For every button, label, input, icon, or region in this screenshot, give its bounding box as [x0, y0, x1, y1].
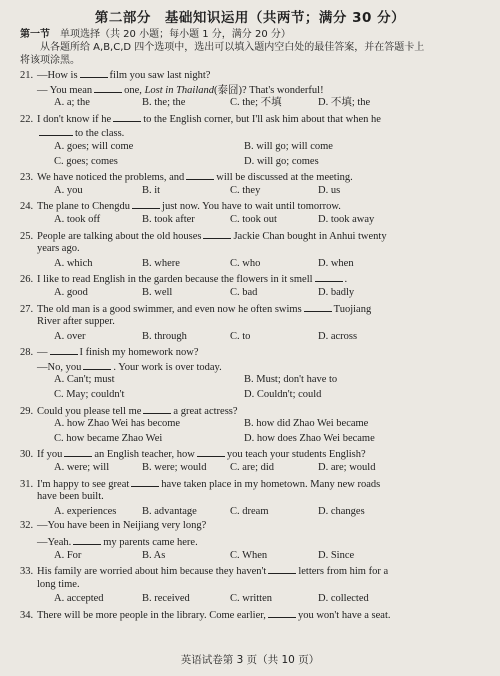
question-number: 28. [20, 347, 34, 359]
question-text: (泰囧)? That's wonderful! [214, 84, 324, 96]
question-22 [20, 111, 480, 140]
option-c: C. how became Zhao Wei [54, 432, 163, 444]
question-text: Tuojiang [333, 303, 372, 315]
options-27 [20, 330, 480, 345]
question-text: you won't have a seat. [297, 609, 391, 621]
options-28-row-2 [20, 388, 480, 403]
question-text: you teach your students English? [226, 449, 366, 461]
question-text: His family are worried about him because they haven't [37, 566, 267, 578]
question-number: 22. [20, 113, 34, 125]
question-text: —You have been in Neijiang very long? [37, 520, 207, 532]
answer-blank [73, 534, 101, 545]
question-text: Jackie Chan bought in Anhui twenty [233, 230, 387, 242]
option-b: B. will go; will come [244, 140, 333, 152]
option-c: C. they [230, 184, 261, 196]
option-d: D. collected [318, 593, 369, 605]
option-c: C. written [230, 593, 272, 605]
option-c: C. the; 不填 [230, 97, 282, 109]
option-d: D. 不填; the [318, 97, 371, 109]
question-text: . Your work is over today. [113, 361, 222, 373]
option-a: A. For [54, 549, 82, 561]
question-text: letters from him for a [298, 566, 389, 578]
question-text: The plane to Chengdu [37, 201, 131, 213]
question-text: long time. [37, 578, 80, 590]
question-number: 30. [20, 449, 34, 461]
option-d: D. badly [318, 286, 355, 298]
question-text: film you saw last night? [109, 70, 211, 81]
question-text: — You mean [37, 84, 93, 96]
question-number: 23. [20, 172, 34, 184]
option-a: A. goes; will come [54, 140, 134, 152]
options-30 [20, 461, 480, 476]
option-b: B. were; would [142, 462, 207, 474]
options-23 [20, 184, 480, 199]
question-text: Could you please tell me [37, 405, 142, 417]
option-d: D. Since [318, 549, 355, 561]
options-31 [20, 505, 480, 520]
question-number: 29. [20, 405, 34, 417]
options-25 [20, 257, 480, 272]
question-number: 31. [20, 478, 34, 490]
question-text: People are talking about the old houses [37, 230, 202, 242]
option-b: B. the; the [142, 97, 186, 109]
part-title: 第二部分 基础知识运用（共两节；满分 30 分） [94, 10, 406, 26]
answer-blank [304, 301, 332, 312]
option-b: B. took after [142, 213, 195, 225]
options-22-row-1 [20, 140, 480, 155]
options-33 [20, 592, 480, 607]
answer-blank [113, 111, 141, 122]
instructions [20, 41, 480, 67]
question-text: I'm happy to see great [37, 478, 130, 490]
section-label: 第一节 [20, 29, 50, 40]
option-c: C. When [230, 549, 268, 561]
question-text: I finish my homework now? [79, 347, 199, 359]
option-a: A. took off [54, 213, 101, 225]
answer-blank [268, 607, 296, 618]
answer-blank [94, 82, 122, 93]
question-text: We have noticed the problems, and [37, 172, 185, 184]
option-c: C. May; couldn't [54, 389, 125, 401]
question-26 [20, 271, 480, 286]
option-c: C. goes; comes [54, 155, 118, 167]
question-text: one, [124, 84, 142, 96]
options-22-row-2 [20, 155, 480, 170]
option-d: D. Couldn't; could [244, 389, 322, 401]
question-text: — [37, 347, 48, 359]
question-number: 26. [20, 274, 34, 286]
option-b: B. how did Zhao Wei became [244, 418, 369, 430]
question-text: have been built. [37, 491, 104, 503]
question-text: I don't know if he [37, 113, 112, 125]
answer-blank [268, 563, 296, 574]
option-b: B. it [142, 184, 161, 196]
question-text: my parents came here. [103, 537, 198, 548]
option-a: A. good [54, 286, 88, 298]
answer-blank [39, 125, 73, 136]
section-description: 单项选择（共 20 小题；每小题 1 分，满分 20 分） [60, 29, 291, 40]
answer-blank [80, 67, 108, 78]
question-number: 32. [20, 520, 34, 532]
option-a: A. you [54, 184, 83, 196]
answer-blank [132, 198, 160, 209]
question-29 [20, 403, 480, 418]
question-text: a great actress? [173, 405, 238, 417]
option-c: C. are; did [230, 462, 275, 474]
question-text: to the class. [75, 128, 125, 140]
options-24 [20, 213, 480, 228]
question-33 [20, 563, 480, 592]
answer-blank [64, 446, 92, 457]
answer-blank [203, 228, 231, 239]
answer-blank [315, 271, 343, 282]
option-a: A. Can't; must [54, 374, 115, 386]
option-c: C. who [230, 257, 261, 269]
options-28-row-1 [20, 373, 480, 388]
options-26 [20, 286, 480, 301]
question-text: an English teacher, how [94, 449, 195, 461]
question-31 [20, 476, 480, 505]
question-text: —Yeah. [37, 537, 72, 548]
question-28 [20, 344, 480, 373]
option-c: C. took out [230, 213, 277, 225]
option-b: B. received [142, 593, 190, 605]
option-d: D. when [318, 257, 354, 269]
question-23 [20, 169, 480, 184]
question-number: 33. [20, 566, 34, 578]
question-text: will be discussed at the meeting. [216, 172, 353, 184]
question-text: —No, you [37, 361, 82, 373]
option-b: B. through [142, 330, 187, 342]
answer-blank [131, 476, 159, 487]
question-number: 21. [20, 70, 34, 81]
question-32 [20, 519, 480, 548]
option-d: D. are; would [318, 462, 376, 474]
option-a: A. how Zhao Wei has become [54, 418, 181, 430]
option-a: A. experiences [54, 505, 117, 517]
option-a: A. a; the [54, 97, 90, 109]
option-c: C. to [230, 330, 251, 342]
option-b: B. Must; don't have to [244, 374, 338, 386]
option-b: B. well [142, 286, 173, 298]
answer-blank [143, 403, 171, 414]
option-a: A. which [54, 257, 93, 269]
section-heading [20, 28, 480, 41]
question-text: just now. You have to wait until tomorrow. [162, 201, 341, 213]
question-text: —How is [37, 70, 78, 81]
question-number: 27. [20, 303, 34, 315]
question-text: The old man is a good swimmer, and even now he often swims [37, 303, 302, 315]
option-b: B. As [142, 549, 166, 561]
question-number: 25. [20, 230, 34, 242]
option-a: A. accepted [54, 593, 104, 605]
question-24 [20, 198, 480, 213]
question-34 [20, 607, 480, 622]
question-text: I like to read English in the garden because the flowers in it smell [37, 274, 313, 286]
instructions-line-2: 将该项涂黑。 [20, 55, 80, 66]
option-c: C. dream [230, 505, 269, 517]
instructions-line-1: 从各题所给 A,B,C,D 四个选项中，选出可以填入题内空白处的最佳答案，并在答题卡上 [40, 42, 425, 53]
question-text: have taken place in my hometown. Many new roads [161, 478, 381, 490]
question-text: River after supper. [37, 316, 115, 328]
option-a: A. were; will [54, 462, 110, 474]
option-d: D. changes [318, 505, 365, 517]
question-text: to the English corner, but I'll ask him about that when he [143, 113, 381, 125]
question-text: years ago. [37, 243, 80, 255]
options-29-row-1 [20, 417, 480, 432]
question-25 [20, 228, 480, 257]
answer-blank [83, 359, 111, 370]
option-b: B. advantage [142, 505, 197, 517]
question-number: 24. [20, 201, 34, 213]
question-number: 34. [20, 609, 34, 621]
option-d: D. will go; comes [244, 155, 319, 167]
question-text: There will be more people in the library. Come earlier, [37, 609, 266, 621]
answer-blank [197, 446, 225, 457]
page-footer: 英语试卷第 3 页（共 10 页） [180, 654, 320, 666]
question-27 [20, 301, 480, 330]
question-30 [20, 446, 480, 461]
question-21 [20, 67, 480, 96]
option-d: D. us [318, 184, 341, 196]
option-b: B. where [142, 257, 180, 269]
options-32 [20, 549, 480, 564]
options-21 [20, 96, 480, 111]
option-d: D. how does Zhao Wei became [244, 432, 375, 444]
question-text: If you [37, 449, 63, 461]
question-text: . [344, 274, 348, 286]
option-c: C. bad [230, 286, 258, 298]
option-d: D. across [318, 330, 358, 342]
option-a: A. over [54, 330, 86, 342]
question-text: Lost in Thailand [144, 84, 214, 96]
answer-blank [186, 169, 214, 180]
option-d: D. took away [318, 213, 375, 225]
answer-blank [50, 344, 78, 355]
options-29-row-2 [20, 432, 480, 447]
